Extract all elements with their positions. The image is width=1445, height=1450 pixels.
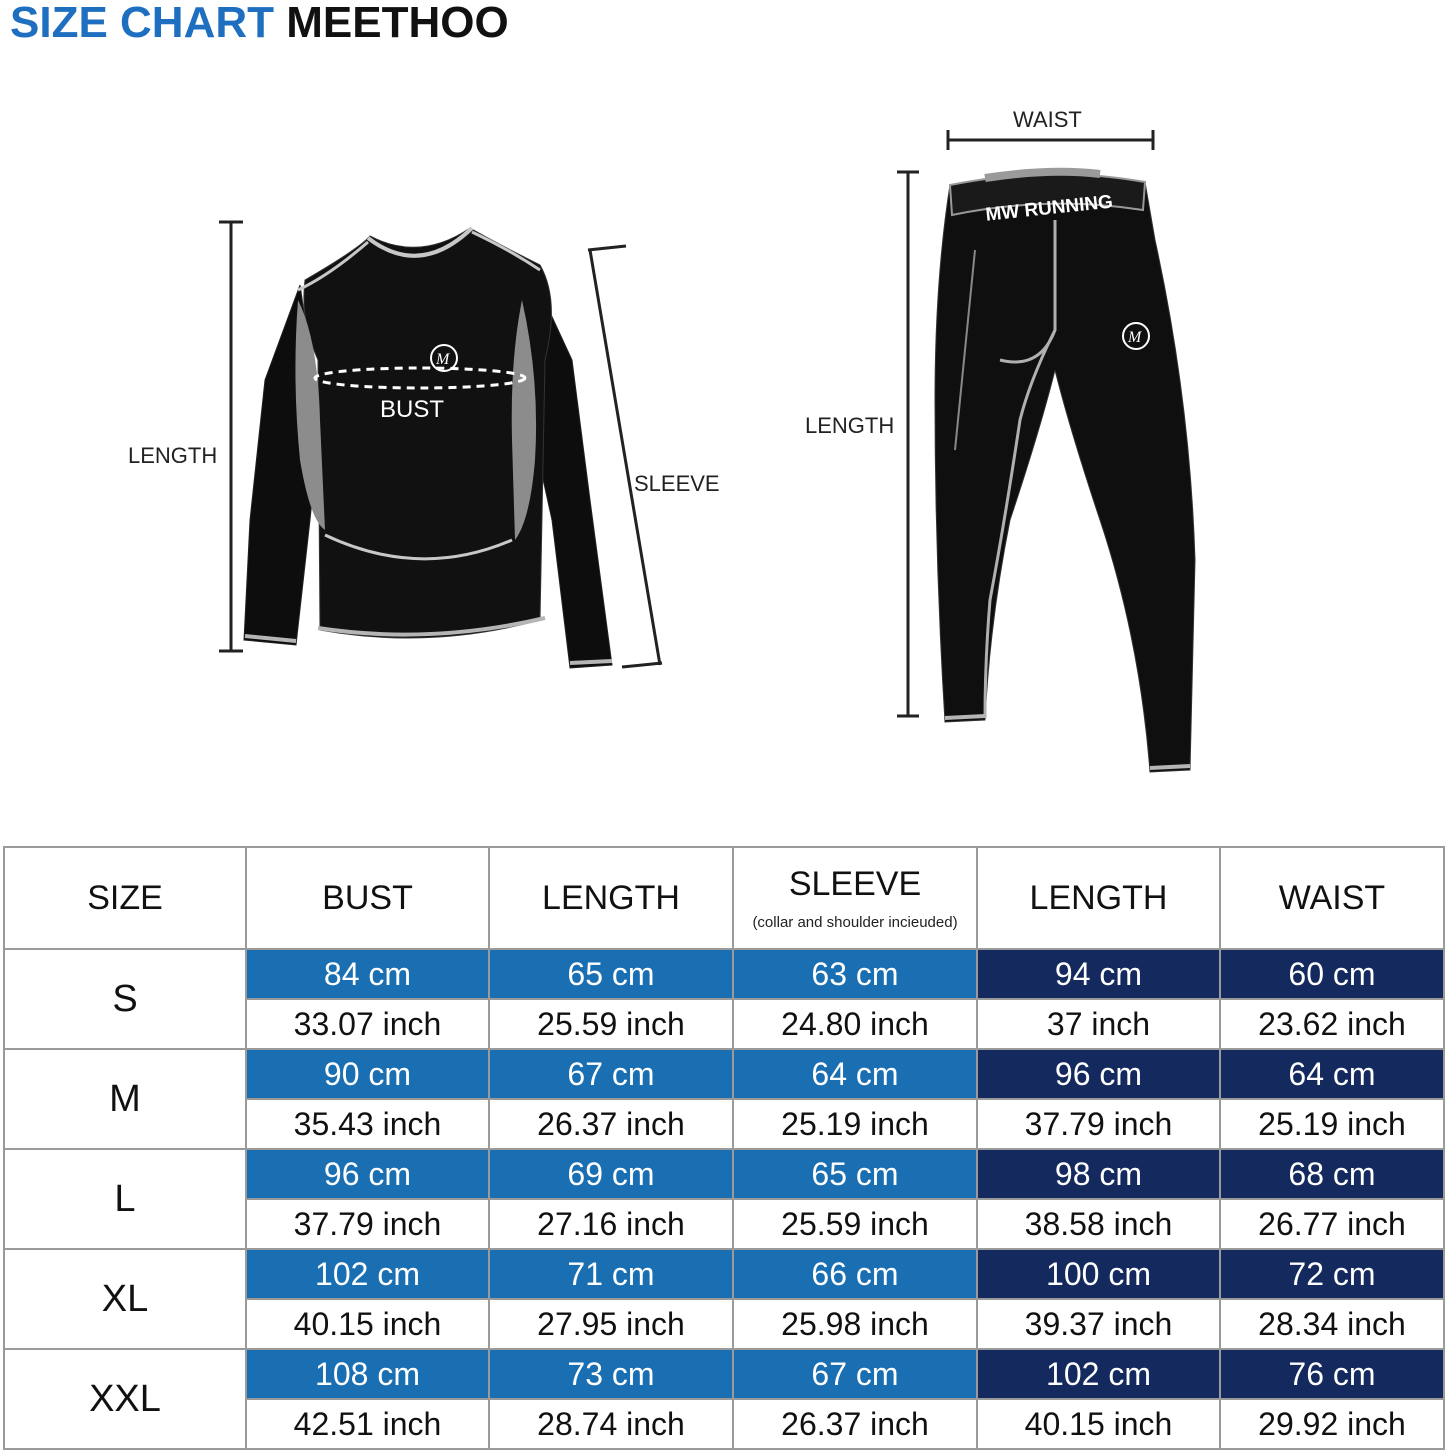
cm-cell: 108 cm	[246, 1349, 489, 1399]
cm-cell: 84 cm	[246, 949, 489, 999]
inch-cell: 27.95 inch	[489, 1299, 733, 1349]
table-row-cm	[4, 1149, 1444, 1199]
inch-cell: 24.80 inch	[733, 999, 977, 1049]
inch-cell: 37.79 inch	[246, 1199, 489, 1249]
sleeve-label: SLEEVE	[634, 471, 720, 496]
inch-cell: 28.74 inch	[489, 1399, 733, 1449]
size-cell: XL	[4, 1249, 246, 1349]
cm-cell: 67 cm	[733, 1349, 977, 1399]
cm-cell: 102 cm	[246, 1249, 489, 1299]
inch-cell: 23.62 inch	[1220, 999, 1444, 1049]
cm-cell: 102 cm	[977, 1349, 1220, 1399]
header-top-length: LENGTH	[489, 847, 733, 949]
inch-cell: 40.15 inch	[977, 1399, 1220, 1449]
title-size-chart: SIZE CHART	[10, 0, 274, 47]
cm-cell: 68 cm	[1220, 1149, 1444, 1199]
table-row-cm	[4, 1349, 1444, 1399]
waist-label: WAIST	[1013, 107, 1082, 132]
title-brand: MEETHOO	[286, 0, 509, 47]
cm-cell: 65 cm	[733, 1149, 977, 1199]
cm-cell: 65 cm	[489, 949, 733, 999]
cm-cell: 76 cm	[1220, 1349, 1444, 1399]
cm-cell: 60 cm	[1220, 949, 1444, 999]
size-table	[3, 846, 1445, 1450]
cm-cell: 96 cm	[246, 1149, 489, 1199]
inch-cell: 37.79 inch	[977, 1099, 1220, 1149]
inch-cell: 27.16 inch	[489, 1199, 733, 1249]
inch-cell: 38.58 inch	[977, 1199, 1220, 1249]
cm-cell: 64 cm	[733, 1049, 977, 1099]
header-pants-length: LENGTH	[977, 847, 1220, 949]
table-header-row	[4, 847, 1444, 949]
cm-cell: 69 cm	[489, 1149, 733, 1199]
bust-label: BUST	[380, 396, 445, 423]
pants-illustration	[805, 107, 1195, 772]
cm-cell: 66 cm	[733, 1249, 977, 1299]
inch-cell: 37 inch	[977, 999, 1220, 1049]
inch-cell: 40.15 inch	[246, 1299, 489, 1349]
inch-cell: 39.37 inch	[977, 1299, 1220, 1349]
inch-cell: 25.19 inch	[1220, 1099, 1444, 1149]
inch-cell: 26.77 inch	[1220, 1199, 1444, 1249]
size-cell: L	[4, 1149, 246, 1249]
size-cell: S	[4, 949, 246, 1049]
inch-cell: 33.07 inch	[246, 999, 489, 1049]
inch-cell: 26.37 inch	[489, 1099, 733, 1149]
header-sleeve	[733, 847, 977, 949]
inch-cell: 25.19 inch	[733, 1099, 977, 1149]
inch-cell: 28.34 inch	[1220, 1299, 1444, 1349]
cm-cell: 73 cm	[489, 1349, 733, 1399]
cm-cell: 94 cm	[977, 949, 1220, 999]
table-body	[4, 949, 1444, 1449]
size-cell: XXL	[4, 1349, 246, 1449]
inch-cell: 25.59 inch	[733, 1199, 977, 1249]
shirt-length-label: LENGTH	[128, 443, 218, 468]
cm-cell: 100 cm	[977, 1249, 1220, 1299]
inch-cell: 35.43 inch	[246, 1099, 489, 1149]
header-sleeve-note: (collar and shoulder incieuded)	[752, 914, 958, 931]
cm-cell: 71 cm	[489, 1249, 733, 1299]
cm-cell: 67 cm	[489, 1049, 733, 1099]
svg-text:M: M	[436, 351, 450, 368]
inch-cell: 29.92 inch	[1220, 1399, 1444, 1449]
table-row-cm	[4, 949, 1444, 999]
table-row-cm	[4, 1249, 1444, 1299]
cm-cell: 98 cm	[977, 1149, 1220, 1199]
inch-cell: 25.59 inch	[489, 999, 733, 1049]
cm-cell: 96 cm	[977, 1049, 1220, 1099]
inch-cell: 42.51 inch	[246, 1399, 489, 1449]
table-row-cm	[4, 1049, 1444, 1099]
pants-brand-text: MW RUNNING	[984, 191, 1114, 226]
header-size: SIZE	[4, 847, 246, 949]
size-table-container	[3, 846, 1443, 1442]
inch-cell: 25.98 inch	[733, 1299, 977, 1349]
header-bust: BUST	[246, 847, 489, 949]
cm-cell: 63 cm	[733, 949, 977, 999]
inch-cell: 26.37 inch	[733, 1399, 977, 1449]
pants-length-label: LENGTH	[805, 413, 895, 438]
size-cell: M	[4, 1049, 246, 1149]
cm-cell: 64 cm	[1220, 1049, 1444, 1099]
shirt-illustration	[128, 222, 720, 668]
cm-cell: 90 cm	[246, 1049, 489, 1099]
header-waist: WAIST	[1220, 847, 1444, 949]
svg-text:M: M	[1128, 329, 1142, 346]
header-sleeve-label: SLEEVE	[788, 865, 922, 903]
cm-cell: 72 cm	[1220, 1249, 1444, 1299]
